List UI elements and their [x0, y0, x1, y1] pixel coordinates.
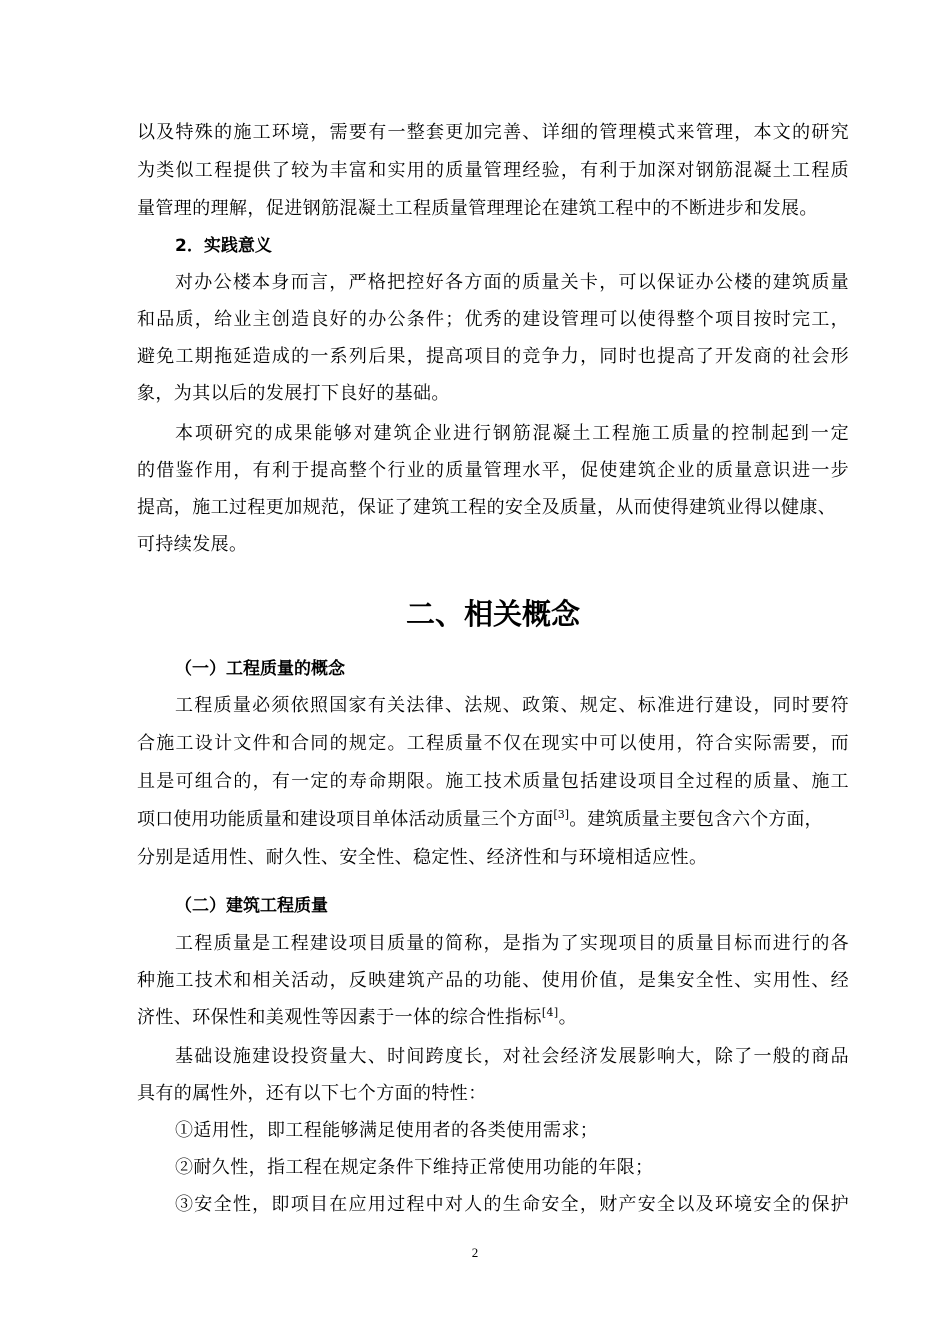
section2-para1-line-2: 种施工技术和相关活动，反映建筑产品的功能、使用价值，是集安全性、实用性、经: [137, 970, 849, 991]
section1-line-3: 且是可组合的，有一定的寿命期限。施工技术质量包括建设项目全过程的质量、施工: [137, 771, 849, 792]
intro-line-2: 为类似工程提供了较为丰富和实用的质量管理经验，有利于加深对钢筋混凝土工程质: [137, 160, 849, 181]
section2-para2-line-1: 基础设施建设投资量大、时间跨度长，对社会经济发展影响大，除了一般的商品: [175, 1046, 849, 1067]
section1-line-1: 工程质量必须依照国家有关法律、法规、政策、规定、标准进行建设，同时要符: [175, 695, 849, 716]
section2-para1-line-3-text-b: 。: [558, 1007, 578, 1028]
intro-line-3: 量管理的理解，促进钢筋混凝土工程质量管理理论在建筑工程中的不断进步和发展。: [137, 198, 818, 219]
section2-item-1: ①适用性，即工程能够满足使用者的各类使用需求；: [175, 1120, 599, 1141]
section1-line-4-text-b: 。建筑质量主要包含六个方面，: [569, 809, 823, 830]
intro-line-1: 以及特殊的施工环境，需要有一整套更加完善、详细的管理模式来管理，本文的研究: [137, 122, 849, 143]
chapter-title: 二、相关概念: [405, 597, 580, 631]
practice-para2-line-4: 可持续发展。: [137, 534, 248, 555]
practice-para2-line-2: 的借鉴作用，有利于提高整个行业的质量管理水平，促使建筑企业的质量意识进一步: [137, 460, 849, 481]
section1-heading: （一）工程质量的概念: [175, 659, 345, 679]
page-number: 2: [471, 1245, 479, 1260]
citation-4: [4]: [541, 1006, 559, 1019]
section2-para1-line-3-text-a: 济性、环保性和美观性等因素于一体的综合性指标: [137, 1007, 542, 1028]
citation-3: [3]: [553, 808, 570, 821]
section2-item-3: ③安全性，即项目在应用过程中对人的生命安全，财产安全以及环境安全的保护: [175, 1194, 849, 1215]
section1-line-4-text-a: 项口使用功能质量和建设项目单体活动质量三个方面: [137, 809, 554, 830]
section2-para1-line-3: [137, 1006, 849, 1030]
practice-para1-line-3: 避免工期拖延造成的一系列后果，提高项目的竞争力，同时也提高了开发商的社会形: [137, 346, 849, 367]
section1-line-2: 合施工设计文件和合同的规定。工程质量不仅在现实中可以使用，符合实际需要，而: [137, 733, 849, 754]
practice-para1-line-4: 象，为其以后的发展打下良好的基础。: [137, 383, 450, 404]
practice-para1-line-1: 对办公楼本身而言，严格把控好各方面的质量关卡，可以保证办公楼的建筑质量: [175, 272, 849, 293]
section1-line-4: [137, 808, 849, 832]
section2-item-2: ②耐久性，指工程在规定条件下维持正常使用功能的年限；: [175, 1157, 654, 1178]
section2-heading: （二）建筑工程质量: [175, 896, 328, 916]
practice-para2-line-1: 本项研究的成果能够对建筑企业进行钢筋混凝土工程施工质量的控制起到一定: [175, 423, 849, 444]
section2-para2-line-2: 具有的属性外，还有以下七个方面的特性：: [137, 1083, 487, 1104]
section1-line-5: 分别是适用性、耐久性、安全性、稳定性、经济性和与环境相适应性。: [137, 847, 708, 868]
practice-para2-line-3: 提高，施工过程更加规范，保证了建筑工程的安全及质量，从而使得建筑业得以健康、: [137, 497, 837, 518]
practice-heading: 2．实践意义: [175, 236, 272, 256]
section2-para1-line-1: 工程质量是工程建设项目质量的简称，是指为了实现项目的质量目标而进行的各: [175, 933, 849, 954]
practice-para1-line-2: 和品质，给业主创造良好的办公条件；优秀的建设管理可以使得整个项目按时完工，: [137, 309, 849, 330]
